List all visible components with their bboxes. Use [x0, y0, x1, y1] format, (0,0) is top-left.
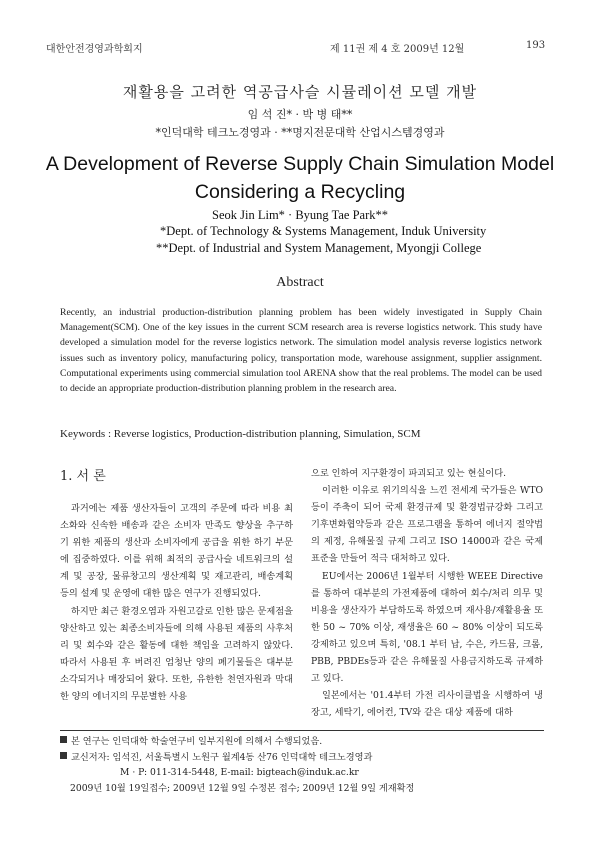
- authors-korean: 임 석 진* · 박 병 태**: [247, 108, 353, 121]
- footnotes: [60, 734, 550, 796]
- affiliation-korean: *인덕대학 테크노경영과 · **명지전문대학 산업시스템경영과: [155, 126, 445, 139]
- paragraph: 이러한 이유로 위기의식을 느낀 전세계 국가들은 WTO등이 주축이 되어 국제 환경규제 및 환경법규강화 그리고 기후변화협약등과 같은 프로그램을 통하여 에너지 절약법의 제정, 유해물질 규제 그리고 ISO 14000과 같은 국제표준을 만들어 적극 대처하고 있다.: [311, 485, 543, 565]
- authors-english: Seok Jin Lim* · Byung Tae Park**: [212, 208, 388, 222]
- paragraph: 으로 인하여 지구환경이 파괴되고 있는 현실이다.: [311, 468, 507, 479]
- footnote-dates: 2009년 10월 19일접수; 2009년 12월 9일 수정본 접수; 2009년 12월 9일 게재확정: [70, 782, 415, 794]
- issue-info: 제 11권 제 4 호 2009년 12월: [330, 44, 465, 55]
- journal-name: 대한안전경영과학회지: [46, 44, 143, 55]
- page-number: 193: [526, 40, 546, 51]
- right-column: [311, 465, 543, 721]
- title-korean: 재활용을 고려한 역공급사슬 시뮬레이션 모델 개발: [122, 83, 478, 101]
- title-english-line2: Considering a Recycling: [194, 181, 406, 203]
- footnote-funding: 본 연구는 인덕대학 학술연구비 일부지원에 의해서 수행되었음.: [60, 734, 550, 750]
- abstract-heading: Abstract: [276, 275, 324, 290]
- footnote-contact: M · P: 011-314-5448, E-mail: bigteach@induk.ac.kr: [120, 767, 359, 778]
- footnote-corresponding: 교신저자: 임석진, 서울특별시 노원구 월계4동 산76 인덕대학 테크노경영과: [60, 750, 550, 766]
- affiliation-english-1: *Dept. of Technology & Systems Management, Induk University: [160, 224, 487, 238]
- square-bullet-icon: [60, 752, 67, 759]
- keywords: Keywords : Reverse logistics, Production-distribution planning, Simulation, SCM: [60, 428, 421, 440]
- paragraph: 하지만 최근 환경오염과 자원고갈로 인한 많은 문제점을 양산하고 있는 최종소비자들에 의해 사용된 제품의 사후처리 및 회수와 같은 활동에 대한 책임을 고려하지 않았다. 따라서 사용된 후 버려진 엄청난 양의 폐기물들은 대부분 소각되거나 매장되어 왔다. 또한, 유한한 천연자원과 막대한 양의 에너지의 무분별한 사용: [60, 605, 293, 703]
- paragraph: 과거에는 제품 생산자들이 고객의 주문에 따라 비용 최소화와 신속한 배송과 같은 소비자 만족도 향상을 추구하기 위한 제품의 생산과 소비자에게 공급을 위한 하기 부문에 집중하였다. 이를 위해 최적의 공급사슬 네트워크의 설계 및 공장, 물류창고의 생산계획 및 재고관리, 배송계획 등의 설계 및 운영에 대한 많은 연구가 진행되었다.: [60, 503, 293, 600]
- footnote-divider: [60, 730, 544, 731]
- paragraph: EU에서는 2006년 1월부터 시행한 WEEE Directive를 통하여 대부분의 가전제품에 대하여 회수/처리 의무 및 비용을 생산자가 부담하도록 하였으며 재사용/재활용율 또한 50 ~ 70% 이상, 재생율은 60 ~ 80% 이상이 되도록 강제하고 있으며 특히, '08.1 부터 납, 수은, 카드뮴, 크롬, PBB, PBDEs등과 같은 유해물질 사용금지하도록 규제하고 있다.: [311, 570, 543, 685]
- square-bullet-icon: [60, 736, 67, 743]
- affiliation-english-2: **Dept. of Industrial and System Management, Myongji College: [156, 241, 482, 255]
- paragraph: 일본에서는 '01.4부터 가전 리사이클법을 시행하여 냉장고, 세탁기, 에어컨, TV와 같은 대상 제품에 대하: [311, 690, 543, 719]
- section-heading: 1. 서 론: [60, 469, 106, 484]
- abstract-body: Recently, an industrial production-distribution planning problem has been widely investigated in Supply Chain Management(SCM). One of the key issues in the current SCM research area is reverse logistics network. This study have developed a simulation model for the reverse logistics network. The simulation model analysis reverse logistics network issues such as inventory policy, manufacturing policy, transportation mode, warehouse assignment, supplier assignment. Computational experiments using commercial simulation tool ARENA show that the real problems. The model can be used to decide an appropriate production-distribution planning problem in the research area.: [60, 307, 542, 395]
- left-column: [60, 500, 293, 705]
- title-english-line1: A Development of Reverse Supply Chain Simulation Model: [45, 153, 555, 175]
